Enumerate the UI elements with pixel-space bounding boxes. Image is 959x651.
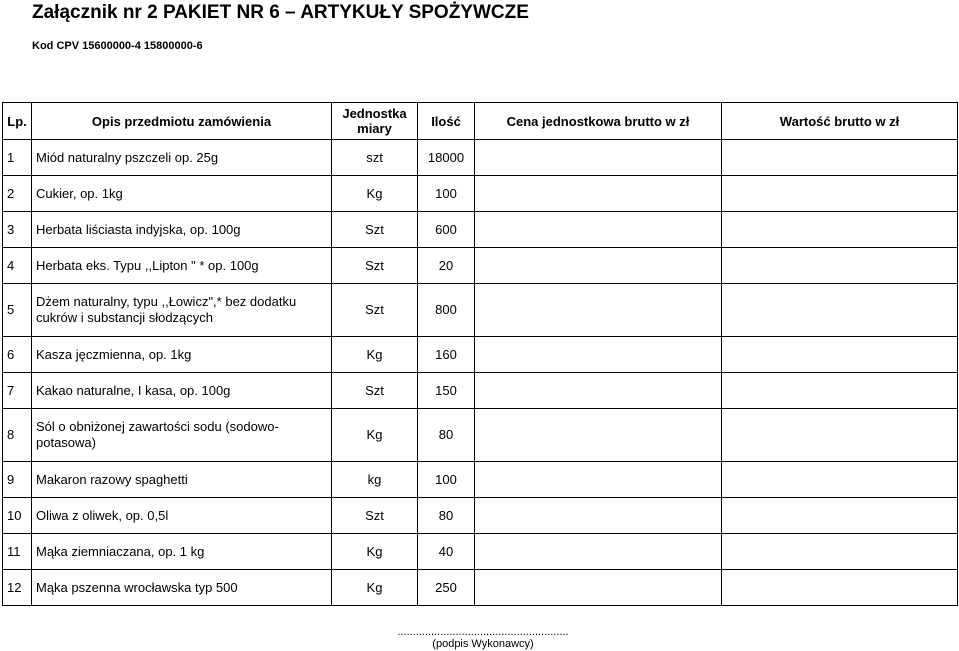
cell-cena[interactable] xyxy=(475,284,722,337)
cell-lp: 8 xyxy=(3,409,32,462)
cell-lp: 6 xyxy=(3,337,32,373)
cell-opis: Mąka ziemniaczana, op. 1 kg xyxy=(32,534,332,570)
cell-wartosc[interactable] xyxy=(722,337,958,373)
cell-ilosc: 800 xyxy=(418,284,475,337)
cell-ilosc: 100 xyxy=(418,462,475,498)
col-header-jednostka xyxy=(332,103,418,140)
cell-opis: Herbata liściasta indyjska, op. 100g xyxy=(32,212,332,248)
cell-ilosc: 250 xyxy=(418,570,475,606)
cell-jm: Szt xyxy=(332,373,418,409)
table-row xyxy=(3,373,958,409)
cell-cena[interactable] xyxy=(475,570,722,606)
cell-wartosc[interactable] xyxy=(722,248,958,284)
table-row xyxy=(3,140,958,176)
cell-wartosc[interactable] xyxy=(722,534,958,570)
cell-ilosc: 80 xyxy=(418,409,475,462)
cell-jm: Szt xyxy=(332,284,418,337)
cell-cena[interactable] xyxy=(475,462,722,498)
signature-block xyxy=(386,626,580,650)
cpv-code: Kod CPV 15600000-4 15800000-6 xyxy=(32,40,203,52)
cell-lp: 2 xyxy=(3,176,32,212)
cell-wartosc[interactable] xyxy=(722,570,958,606)
cell-cena[interactable] xyxy=(475,498,722,534)
cell-opis: Oliwa z oliwek, op. 0,5l xyxy=(32,498,332,534)
cell-cena[interactable] xyxy=(475,140,722,176)
cell-cena[interactable] xyxy=(475,212,722,248)
cell-jm: kg xyxy=(332,462,418,498)
col-header-jednostka-line1: Jednostka xyxy=(342,106,407,121)
cell-jm: Kg xyxy=(332,176,418,212)
cell-ilosc: 600 xyxy=(418,212,475,248)
cell-wartosc[interactable] xyxy=(722,212,958,248)
cell-opis: Kakao naturalne, I kasa, op. 100g xyxy=(32,373,332,409)
cell-wartosc[interactable] xyxy=(722,176,958,212)
cell-ilosc: 40 xyxy=(418,534,475,570)
col-header-wartosc: Wartość brutto w zł xyxy=(722,103,958,140)
cell-wartosc[interactable] xyxy=(722,409,958,462)
cell-wartosc[interactable] xyxy=(722,284,958,337)
table-row xyxy=(3,337,958,373)
cell-jm: Szt xyxy=(332,212,418,248)
cell-lp: 4 xyxy=(3,248,32,284)
cell-cena[interactable] xyxy=(475,534,722,570)
table-row xyxy=(3,284,958,337)
table-row xyxy=(3,176,958,212)
cell-lp: 7 xyxy=(3,373,32,409)
col-header-ilosc: Ilość xyxy=(418,103,475,140)
cell-lp: 12 xyxy=(3,570,32,606)
cell-jm: Kg xyxy=(332,337,418,373)
col-header-cena: Cena jednostkowa brutto w zł xyxy=(475,103,722,140)
cell-wartosc[interactable] xyxy=(722,462,958,498)
cell-jm: Szt xyxy=(332,248,418,284)
cell-lp: 3 xyxy=(3,212,32,248)
cell-cena[interactable] xyxy=(475,373,722,409)
cell-jm: Kg xyxy=(332,570,418,606)
table-row xyxy=(3,534,958,570)
table-row xyxy=(3,248,958,284)
cell-lp: 1 xyxy=(3,140,32,176)
signature-label: (podpis Wykonawcy) xyxy=(432,638,534,650)
table-header-row xyxy=(3,103,958,140)
table-row xyxy=(3,498,958,534)
cell-opis: Dżem naturalny, typu ,,Łowicz",* bez dodatku cukrów i substancji słodzących xyxy=(32,284,332,337)
signature-line: ........................................................ xyxy=(397,626,569,638)
cell-wartosc[interactable] xyxy=(722,498,958,534)
cell-wartosc[interactable] xyxy=(722,140,958,176)
cell-cena[interactable] xyxy=(475,176,722,212)
col-header-lp: Lp. xyxy=(3,103,32,140)
table-row xyxy=(3,570,958,606)
cell-lp: 5 xyxy=(3,284,32,337)
cell-wartosc[interactable] xyxy=(722,373,958,409)
cell-ilosc: 160 xyxy=(418,337,475,373)
cell-jm: szt xyxy=(332,140,418,176)
cell-opis: Miód naturalny pszczeli op. 25g xyxy=(32,140,332,176)
cell-jm: Kg xyxy=(332,409,418,462)
cell-ilosc: 20 xyxy=(418,248,475,284)
cell-opis: Makaron razowy spaghetti xyxy=(32,462,332,498)
cell-lp: 9 xyxy=(3,462,32,498)
cell-opis: Kasza jęczmienna, op. 1kg xyxy=(32,337,332,373)
items-table xyxy=(2,102,958,606)
cell-opis: Sól o obniżonej zawartości sodu (sodowo-potasowa) xyxy=(32,409,332,462)
document-title: Załącznik nr 2 PAKIET NR 6 – ARTYKUŁY SPOŻYWCZE xyxy=(32,2,529,23)
cell-jm: Kg xyxy=(332,534,418,570)
cell-opis: Cukier, op. 1kg xyxy=(32,176,332,212)
cell-lp: 10 xyxy=(3,498,32,534)
cell-cena[interactable] xyxy=(475,337,722,373)
cell-opis: Mąka pszenna wrocławska typ 500 xyxy=(32,570,332,606)
cell-cena[interactable] xyxy=(475,409,722,462)
cell-ilosc: 100 xyxy=(418,176,475,212)
col-header-opis: Opis przedmiotu zamówienia xyxy=(32,103,332,140)
table-row xyxy=(3,462,958,498)
table-row xyxy=(3,212,958,248)
cell-ilosc: 150 xyxy=(418,373,475,409)
cell-jm: Szt xyxy=(332,498,418,534)
table-row xyxy=(3,409,958,462)
cell-cena[interactable] xyxy=(475,248,722,284)
cell-ilosc: 80 xyxy=(418,498,475,534)
col-header-jednostka-line2: miary xyxy=(357,121,392,136)
cell-lp: 11 xyxy=(3,534,32,570)
cell-ilosc: 18000 xyxy=(418,140,475,176)
cell-opis: Herbata eks. Typu ,,Lipton " * op. 100g xyxy=(32,248,332,284)
